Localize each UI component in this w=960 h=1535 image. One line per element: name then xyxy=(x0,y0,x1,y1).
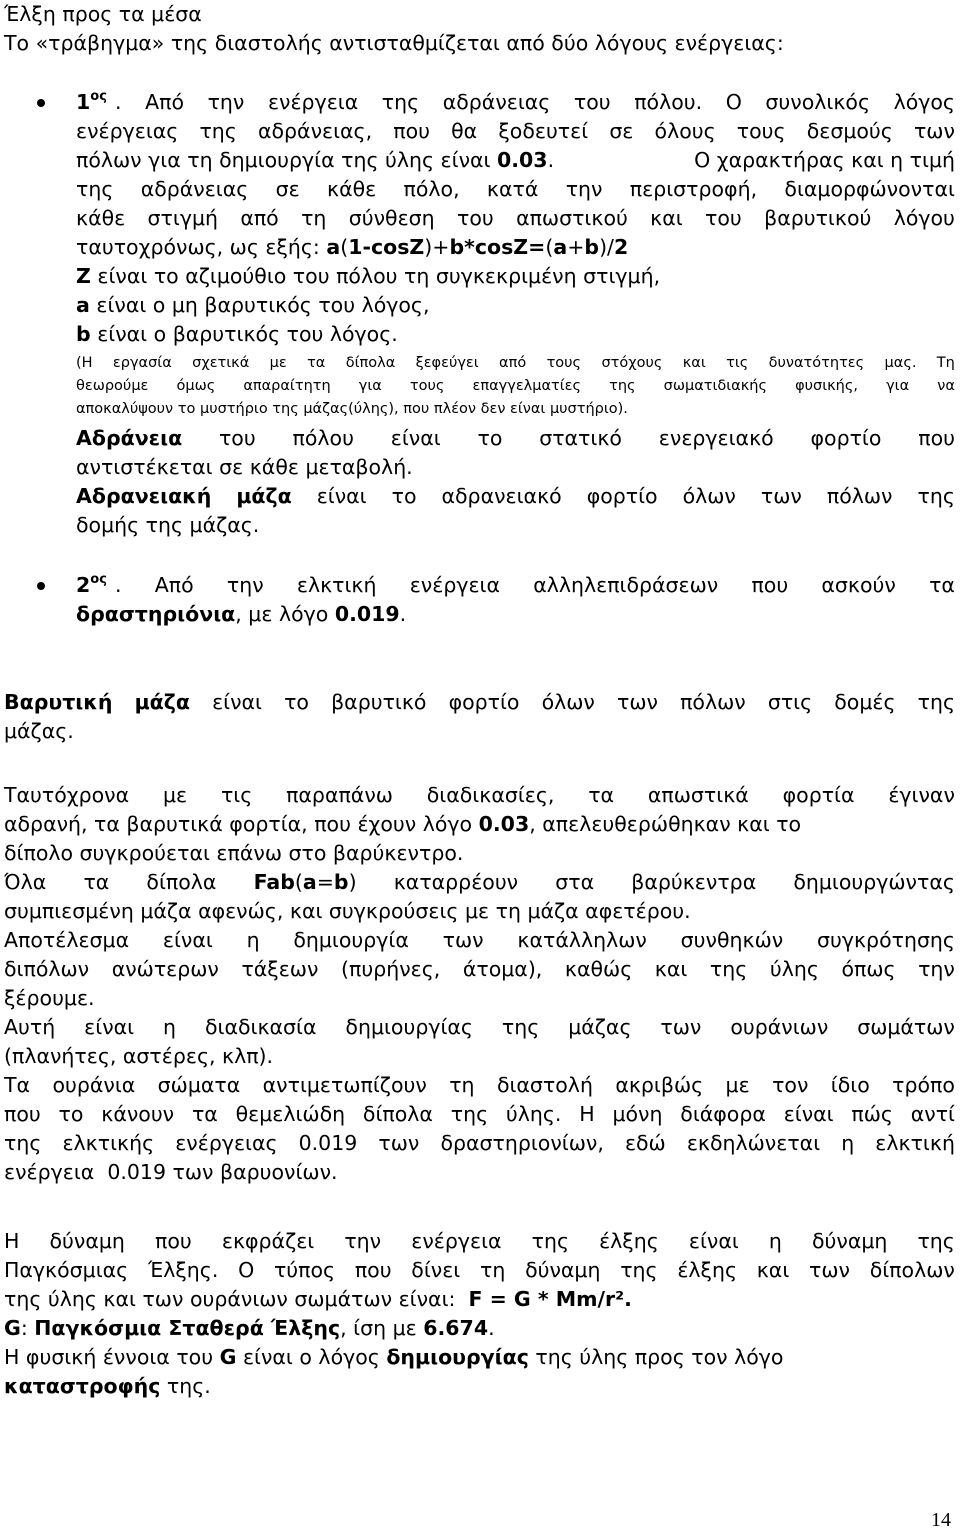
p3-line2: αδρανή, τα βαρυτικά φορτία, που έχουν λόγο 0.03, απελευθερώθηκαν και το xyxy=(4,812,802,836)
p6-line1: Αυτή είναι η διαδικασία δημιουργίας της μάζας των ουράνιων σωμάτων xyxy=(4,1015,955,1039)
gravitational-mass-line2: μάζας. xyxy=(4,719,74,743)
p5-line3: ξέρουμε. xyxy=(4,986,95,1010)
item1-note-line2: θεωρούμε όμως απαραίτητη για τους επαγγελματίες της σωματιδιακής φυσικής, για να xyxy=(76,378,955,394)
inertia-def-line2: αντιστέκεται σε κάθε μεταβολή. xyxy=(76,455,413,479)
p7-line4: ενέργεια 0.019 των βαρυονίων. xyxy=(4,1160,338,1184)
inertial-mass-def-line2: δομής της μάζας. xyxy=(76,513,260,537)
item1-line4: της αδράνειας σε κάθε πόλο, κατά την περιστροφή, διαμορφώνονται xyxy=(76,177,955,201)
p8-line3: της ύλης και των ουράνιων σωμάτων είναι: F = G * Mm/r². xyxy=(4,1287,632,1311)
inertial-mass-def-line1: Αδρανειακή μάζα είναι το αδρανειακό φορτίο όλων των πόλων της xyxy=(76,484,955,508)
item1-note-line3: αποκαλύψουν το μυστήριο της μάζας(ύλης), που πλέον δεν είναι μυστήριο). xyxy=(76,401,628,417)
bullet-2 xyxy=(37,582,45,590)
p7-line3: της ελκτικής ενέργειας 0.019 των δραστηριονίων, εδώ εκδηλώνεται η ελκτική xyxy=(4,1131,955,1155)
p7-line2: που το κάνουν τα θεμελιώδη δίπολα της ύλης. Η μόνη διάφορα είναι πώς αντί xyxy=(4,1102,955,1126)
inertia-def-line1: Αδράνεια του πόλου είναι το στατικό ενεργειακό φορτίο που xyxy=(76,426,955,450)
heading-attraction: Έλξη προς τα μέσα xyxy=(4,2,202,26)
item1-line3: πόλων για τη δημιουργία της ύλης είναι 0.03. Ο χαρακτήρας και η τιμή xyxy=(76,148,955,172)
item1-line1: . Από την ενέργεια της αδράνειας του πόλου. Ο συνολικός λόγος xyxy=(115,90,955,114)
p5-line1: Αποτέλεσμα είναι η δημιουργία των κατάλληλων συνθηκών συγκρότησης xyxy=(4,928,955,952)
gravitational-mass-line1: Βαρυτική μάζα είναι το βαρυτικό φορτίο όλων των πόλων στις δομές της xyxy=(4,690,955,714)
p8-line1: Η δύναμη που εκφράζει την ενέργεια της έλξης είναι η δύναμη της xyxy=(4,1229,955,1253)
item1-number: $1^{o\varsigma}$ xyxy=(76,89,107,114)
p7-line1: Τα ουράνια σώματα αντιμετωπίζουν τη διαστολή ακριβώς με τον ίδιο τρόπο xyxy=(4,1073,955,1097)
p3-line1: Ταυτόχρονα με τις παραπάνω διαδικασίες, τα απωστικά φορτία έγιναν xyxy=(4,783,955,807)
formula: a xyxy=(326,235,341,259)
item1-z-def: Z είναι το αζιμούθιο του πόλου τη συγκεκριμένη στιγμή, xyxy=(76,264,661,288)
p6-line2: (πλανήτες, αστέρες, κλπ). xyxy=(4,1044,274,1068)
item1-note-line1: (Η εργασία σχετικά με τα δίπολα ξεφεύγει από τους στόχους και τις δυνατότητες μας. Τη xyxy=(76,355,955,371)
bullet-1 xyxy=(37,99,45,107)
item2-number: $2^{o\varsigma}$ xyxy=(76,572,107,597)
item1-formula-line: ταυτοχρόνως, ως εξής: a(1-cosZ)+b*cosZ=(a+b)/2 xyxy=(76,235,629,259)
intro-line: Το «τράβηγμα» της διαστολής αντισταθμίζεται από δύο λόγους ενέργειας: xyxy=(4,31,784,55)
g-meaning-line1: Η φυσική έννοια του G είναι ο λόγος δημιουργίας της ύλης προς τον λόγο xyxy=(4,1345,784,1369)
p4-line1: Όλα τα δίπολα Fab(a=b) καταρρέουν στα βαρύκεντρα δημιουργώντας xyxy=(4,870,955,894)
g-meaning-line2: καταστροφής της. xyxy=(4,1374,211,1398)
item1-a-def: a είναι ο μη βαρυτικός του λόγος, xyxy=(76,293,430,317)
item2-line1: . Από την ελκτική ενέργεια αλληλεπιδράσεων που ασκούν τα xyxy=(115,573,955,597)
item2-line2: δραστηριόνια, με λόγο 0.019. xyxy=(76,602,407,626)
p3-line3: δίπολο συγκρούεται επάνω στο βαρύκεντρο. xyxy=(4,841,464,865)
p5-line2: διπόλων ανώτερων τάξεων (πυρήνες, άτομα), καθώς και της ύλης όπως την xyxy=(4,957,955,981)
p8-line2: Παγκόσμιας Έλξης. Ο τύπος που δίνει τη δύναμη της έλξης και των δίπολων xyxy=(4,1258,955,1282)
item1-b-def: b είναι ο βαρυτικός του λόγος. xyxy=(76,322,398,346)
page-number: 14 xyxy=(931,1509,951,1531)
p4-line2: συμπιεσμένη μάζα αφενώς, και συγκρούσεις με τη μάζα αφετέρου. xyxy=(4,899,691,923)
gravity-formula: F = G * Mm/r². xyxy=(468,1287,632,1311)
item1-line5: κάθε στιγμή από τη σύνθεση του απωστικού και του βαρυτικού λόγου xyxy=(76,206,955,230)
item1-line2: ενέργειας της αδράνειας, που θα ξοδευτεί σε όλους τους δεσμούς των xyxy=(76,119,955,143)
gravitational-constant-line: G: Παγκόσμια Σταθερά Έλξης, ίση με 6.674. xyxy=(4,1316,495,1340)
